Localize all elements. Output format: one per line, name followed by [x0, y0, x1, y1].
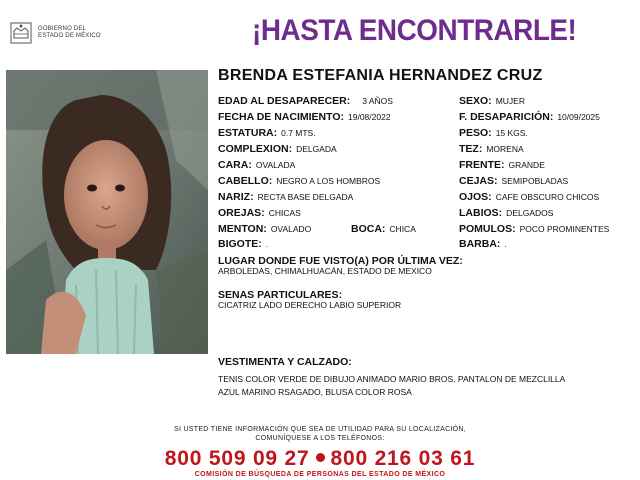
field-complexion-label: COMPLEXION:: [218, 143, 293, 155]
field-labios: [459, 207, 553, 220]
field-nacimiento: [218, 111, 391, 124]
field-barba-label: BARBA:: [459, 238, 501, 250]
last-seen-title: LUGAR DONDE FUE VISTO(A) POR ÚLTIMA VEZ:: [218, 255, 463, 267]
field-nariz-label: NARIZ:: [218, 191, 254, 203]
field-complexion-value: DELGADA: [296, 144, 337, 154]
field-edad-label: EDAD AL DESAPARECER:: [218, 95, 351, 107]
commission-name: COMISIÓN DE BÚSQUEDA DE PERSONAS DEL ESTADO DE MÉXICO: [194, 471, 446, 478]
field-sexo-value: MUJER: [495, 96, 525, 106]
field-cara-value: OVALADA: [255, 160, 296, 170]
logo-line-2: ESTADO DE MÉXICO: [38, 33, 101, 39]
field-barba: [459, 238, 507, 251]
field-boca: [351, 223, 416, 236]
state-crest-icon: [10, 22, 32, 44]
marks-title: SENAS PARTICULARES:: [218, 289, 343, 301]
field-ojos-label: OJOS:: [459, 191, 492, 203]
logo-text: [38, 26, 101, 40]
field-desaparicion: [459, 111, 600, 124]
notice-line-2: COMUNÍQUESE A LOS TELÉFONOS:: [255, 435, 385, 442]
field-cabello: [218, 175, 380, 188]
field-peso: [459, 127, 528, 140]
phone-number-1[interactable]: 800 509 09 27: [164, 447, 310, 470]
field-orejas-value: CHICAS: [268, 208, 301, 218]
field-desaparicion-value: 10/09/2025: [557, 112, 600, 122]
notice-line-1: SI USTED TIENE INFORMACIÓN QUE SEA DE UTILIDAD PARA SU LOCALIZACIÓN,: [173, 426, 467, 433]
field-menton: [218, 223, 311, 236]
field-sexo: [459, 95, 525, 108]
field-edad-value: 3 AÑOS: [362, 96, 393, 106]
field-bigote: [218, 238, 268, 251]
field-estatura: [218, 127, 316, 140]
phone-number-2[interactable]: 800 216 03 61: [330, 447, 476, 470]
field-boca-value: CHICA: [389, 224, 416, 234]
marks-value: CICATRIZ LADO DERECHO LABIO SUPERIOR: [218, 300, 402, 310]
page-headline: ¡HASTA ENCONTRARLE!: [252, 14, 577, 47]
field-edad: [218, 95, 393, 108]
field-cabello-label: CABELLO:: [218, 175, 273, 187]
clothing-line-2: AZUL MARINO RSAGADO, BLUSA COLOR ROSA: [218, 387, 412, 397]
field-cejas: [459, 175, 568, 188]
field-frente: [459, 159, 545, 172]
field-nacimiento-value: 19/08/2022: [348, 112, 391, 122]
field-cejas-value: SEMIPOBLADAS: [501, 176, 569, 186]
field-orejas-label: OREJAS:: [218, 207, 265, 219]
field-labios-value: DELGADOS: [506, 208, 554, 218]
field-tez-label: TEZ:: [459, 143, 483, 155]
field-sexo-label: SEXO:: [459, 95, 492, 107]
field-complexion: [218, 143, 337, 156]
field-frente-value: GRANDE: [508, 160, 545, 170]
field-estatura-label: ESTATURA:: [218, 127, 278, 139]
field-bigote-label: BIGOTE:: [218, 238, 262, 250]
field-cejas-label: CEJAS:: [459, 175, 498, 187]
clothing-title: VESTIMENTA Y CALZADO:: [218, 356, 352, 368]
field-peso-value: 15 KGS.: [495, 128, 528, 138]
person-name: BRENDA ESTEFANIA HERNANDEZ CRUZ: [218, 67, 543, 84]
logo-line-1: GOBIERNO DEL: [38, 26, 87, 32]
field-pomulos-value: POCO PROMINENTES: [519, 224, 610, 234]
missing-person-photo: [6, 70, 208, 354]
last-seen-value: ARBOLEDAS, CHIMALHUACÁN, ESTADO DE MEXICO: [218, 266, 432, 276]
field-nacimiento-label: FECHA DE NACIMIENTO:: [218, 111, 344, 123]
field-cabello-value: NEGRO A LOS HOMBROS: [276, 176, 381, 186]
field-tez-value: MORENA: [486, 144, 524, 154]
bullet-dot-icon: [316, 453, 325, 462]
field-ojos-value: CAFE OBSCURO CHICOS: [495, 192, 600, 202]
field-nariz-value: RECTA BASE DELGADA: [257, 192, 354, 202]
phone-numbers: [0, 447, 640, 471]
field-nariz: [218, 191, 353, 204]
field-peso-label: PESO:: [459, 127, 492, 139]
field-labios-label: LABIOS:: [459, 207, 503, 219]
field-bigote-value: .: [265, 239, 269, 249]
field-barba-value: .: [504, 239, 507, 249]
government-logo: [10, 22, 101, 44]
field-cara: [218, 159, 295, 172]
field-cara-label: CARA:: [218, 159, 252, 171]
field-menton-value: OVALADO: [270, 224, 312, 234]
field-desaparicion-label: F. DESAPARICIÓN:: [459, 111, 554, 123]
field-ojos: [459, 191, 599, 204]
field-boca-label: BOCA:: [351, 223, 386, 235]
clothing-line-1: TENIS COLOR VERDE DE DIBUJO ANIMADO MARIO BROS, PANTALON DE MEZCLILLA: [218, 374, 566, 384]
field-orejas: [218, 207, 301, 220]
field-tez: [459, 143, 524, 156]
contact-notice: [0, 425, 640, 443]
field-estatura-value: 0.7 MTS.: [281, 128, 316, 138]
field-pomulos-label: POMULOS:: [459, 223, 516, 235]
field-menton-label: MENTON:: [218, 223, 267, 235]
field-pomulos: [459, 223, 609, 236]
field-frente-label: FRENTE:: [459, 159, 505, 171]
